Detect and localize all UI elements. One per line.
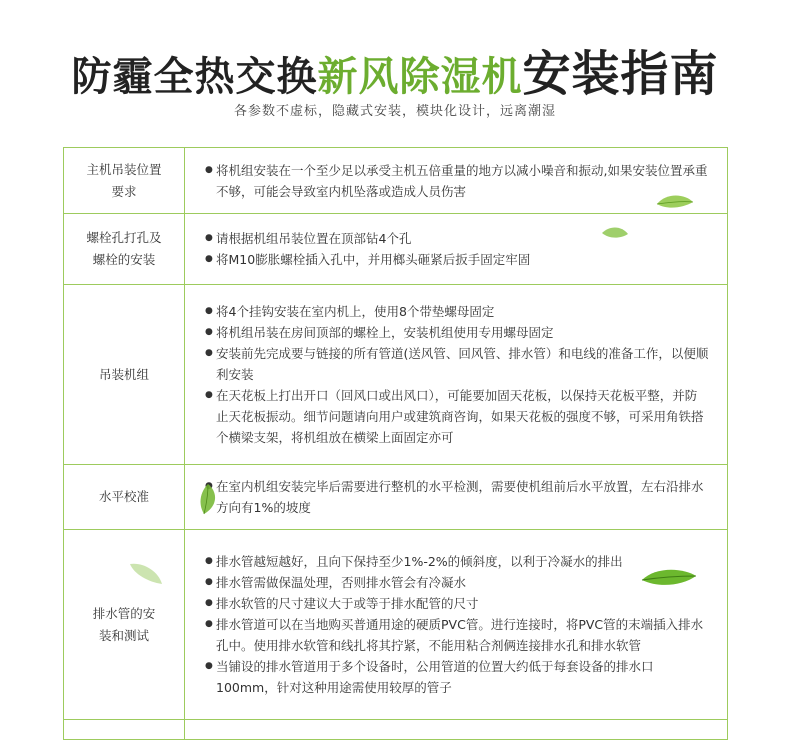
row-content (185, 214, 728, 285)
leaf-icon (600, 224, 630, 242)
table-row (64, 285, 728, 465)
list-item: ● 将机组安装在一个至少足以承受主机五倍重量的地方以减小噪音和振动,如果安装位置承重不够，可能会导致室内机坠落或造成人员伤害 (207, 160, 709, 202)
list-item: ● 排水管越短越好，且向下保持至少1%-2%的倾斜度，以利于冷凝水的排出 (207, 551, 709, 572)
page-title (0, 44, 790, 107)
leaf-icon (196, 482, 220, 516)
list-item: ● 在天花板上打出开口（回风口或出风口），可能要加固天花板，以保持天花板平整，并防止天花板振动。细节问题请向用户或建筑商咨询，如果天花板的强度不够，可采用角铁搭个横梁支架，将机组放在横梁上面固定亦可 (207, 385, 709, 448)
list-item: ● 排水管需做保温处理，否则排水管会有冷凝水 (207, 572, 709, 593)
list-item: ● 请根据机组吊装位置在顶部钻4个孔 (207, 228, 709, 249)
row-label: 排水管的安 装和测试 (64, 530, 185, 720)
list-item: ● 将机组吊装在房间顶部的螺栓上，安装机组使用专用螺母固定 (207, 322, 709, 343)
leaf-icon (128, 560, 164, 586)
row-content (185, 465, 728, 530)
table-row (64, 530, 728, 720)
subtitle: 各参数不虚标，隐藏式安装，模块化设计，远离潮湿 (233, 104, 556, 119)
leaf-icon (655, 190, 695, 214)
table-row (64, 465, 728, 530)
row-label: 水平校准 (64, 465, 185, 530)
title-part-1: 防霾全热交换 (71, 54, 318, 100)
row-content (185, 530, 728, 720)
row-label: 主机吊装位置 要求 (64, 148, 185, 214)
list-item: ● 将M10膨胀螺栓插入孔中，并用榔头砸紧后扳手固定牢固 (207, 249, 709, 270)
row-label: 吊装机组 (64, 285, 185, 465)
title-part-2: 新风除湿机 (317, 54, 523, 100)
list-item: ● 在室内机组安装完毕后需要进行整机的水平检测，需要使机组前后水平放置，左右沿排水方向有1%的坡度 (207, 476, 709, 518)
row-label: 螺栓孔打孔及 螺栓的安装 (64, 214, 185, 285)
row-content (185, 285, 728, 465)
table-row (64, 148, 728, 214)
list-item: ● 当铺设的排水管道用于多个设备时，公用管道的位置大约低于每套设备的排水口100mm，针对这种用途需使用较厚的管子 (207, 656, 709, 698)
row-content (185, 148, 728, 214)
list-item: ● 排水管道可以在当地购买普通用途的硬质PVC管。进行连接时，将PVC管的末端插入排水孔中。使用排水软管和线扎将其拧紧，不能用粘合剂俩连接排水孔和排水软管 (207, 614, 709, 656)
list-item: ● 安装前先完成要与链接的所有管道(送风管、回风管、排水管）和电线的准备工作，以便顺利安装 (207, 343, 709, 385)
leaf-icon (640, 566, 698, 590)
title-part-3: 安装指南 (522, 46, 719, 102)
list-item: ● 排水软管的尺寸建议大于或等于排水配管的尺寸 (207, 593, 709, 614)
list-item: ● 将4个挂钩安装在室内机上，使用8个带垫螺母固定 (207, 301, 709, 322)
